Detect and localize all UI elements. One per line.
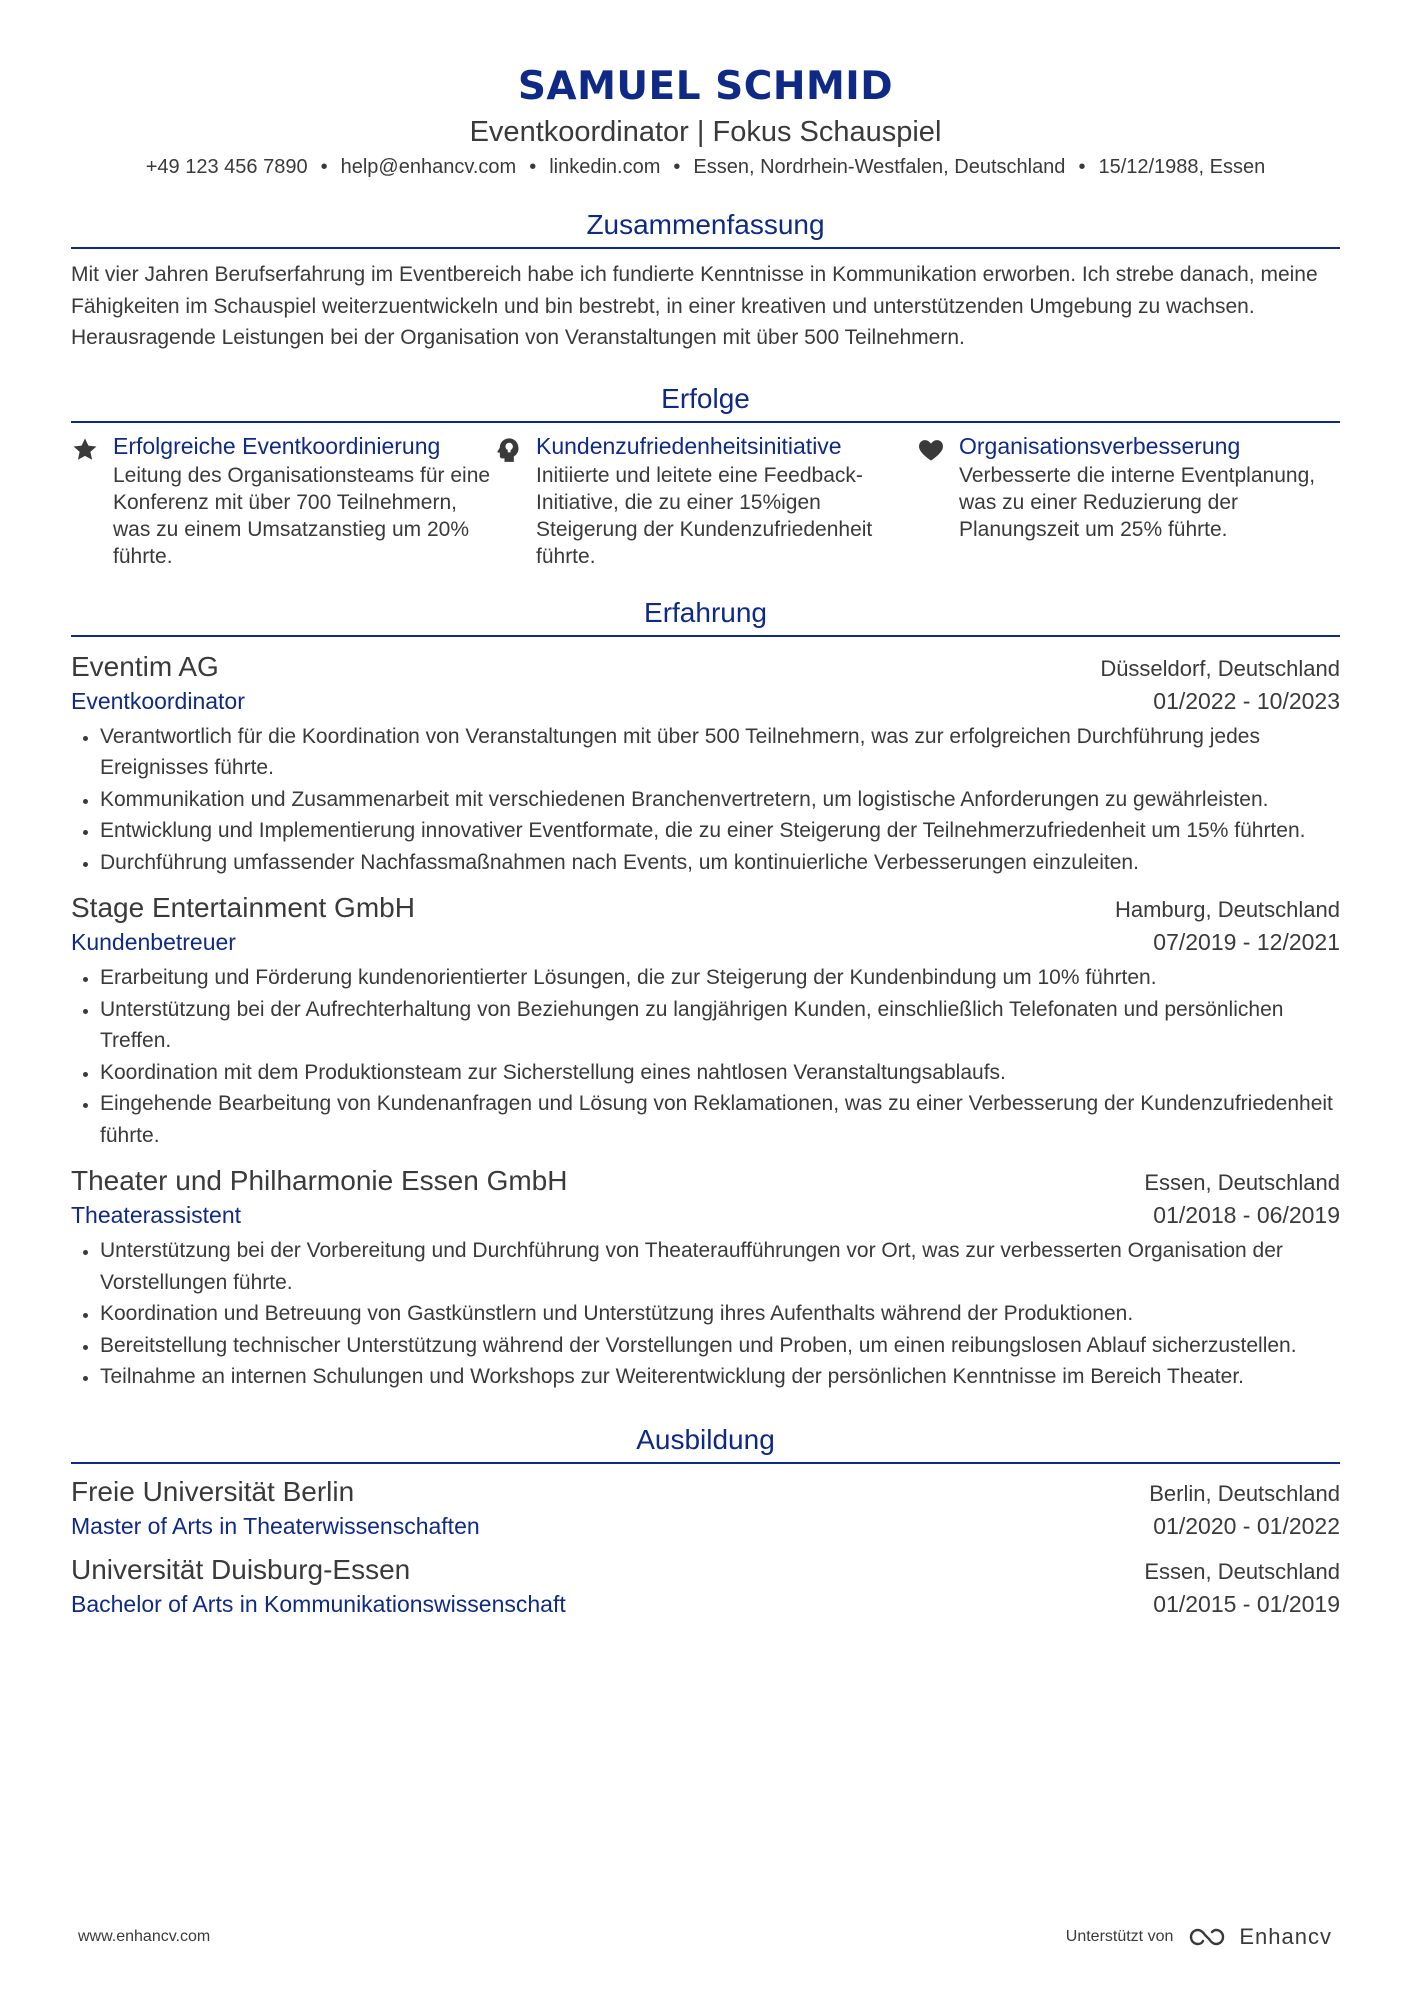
separator: • <box>673 156 681 178</box>
brand-name: Enhancv <box>1239 1924 1332 1949</box>
footer <box>78 1924 1332 1950</box>
birth-info: 15/12/1988, Essen <box>1098 156 1266 178</box>
linkedin: linkedin.com <box>549 156 661 178</box>
job-bullets <box>71 962 1340 1151</box>
section-title-education: Ausbildung <box>71 1423 1340 1464</box>
company-name: Theater und Philharmonie Essen GmbH <box>71 1165 568 1196</box>
school-name: Universität Duisburg-Essen <box>71 1553 411 1585</box>
achievement-title: Organisationsverbesserung <box>959 432 1241 459</box>
bullet-item: • Eingehende Bearbeitung von Kundenanfragen und Lösung von Reklamationen, was zu einer Verbesserung der Kundenzufriedenheit führte. <box>100 1088 1340 1151</box>
job-dates: 07/2019 - 12/2021 <box>1153 929 1340 955</box>
degree: Bachelor of Arts in Kommunikationswissenschaft <box>71 1590 566 1617</box>
achievement-desc: Leitung des Organisationsteams für eine Konferenz mit über 700 Teilnehmern, was zu einem Umsatzanstieg um 20% führte. <box>113 463 491 568</box>
separator: • <box>320 156 328 178</box>
bullet-item: • Verantwortlich für die Koordination von Veranstaltungen mit über 500 Teilnehmern, was zur erfolgreichen Durchführung jedes Ereignisses führte. <box>100 721 1340 784</box>
resume-page <box>71 62 1340 1620</box>
education-dates: 01/2020 - 01/2022 <box>1153 1512 1340 1539</box>
bullet-item: • Kommunikation und Zusammenarbeit mit verschiedenen Branchenvertretern, um logistische Anforderungen zu gewährleisten. <box>100 784 1340 816</box>
company-name: Stage Entertainment GmbH <box>71 892 415 923</box>
section-title-achievements: Erfolge <box>71 382 1340 423</box>
degree: Master of Arts in Theaterwissenschaften <box>71 1512 480 1539</box>
school-location: Berlin, Deutschland <box>1149 1480 1340 1506</box>
education-section <box>71 1423 1340 1620</box>
job-dates: 01/2022 - 10/2023 <box>1153 687 1340 714</box>
enhancv-logo-icon <box>1187 1925 1231 1949</box>
achievement-item <box>917 433 1340 570</box>
head-bulb-icon <box>494 433 536 570</box>
job-location: Essen, Deutschland <box>1144 1170 1340 1195</box>
job-role: Eventkoordinator <box>71 687 245 714</box>
email: help@enhancv.com <box>340 156 517 178</box>
bullet-item: • Unterstützung bei der Aufrechterhaltung von Beziehungen zu langjährigen Kunden, einschließlich Telefonaten und persönlichen Treffen. <box>100 994 1340 1057</box>
enhancv-logo[interactable] <box>1187 1924 1332 1950</box>
bullet-item: • Entwicklung und Implementierung innovativer Eventformate, die zu einer Steigerung der Teilnehmerzufriedenheit um 15% führten. <box>100 815 1340 847</box>
job-dates: 01/2018 - 06/2019 <box>1153 1202 1340 1228</box>
bullet-item: • Koordination mit dem Produktionsteam zur Sicherstellung eines nahtlosen Veranstaltungsablaufs. <box>100 1057 1340 1089</box>
bullet-item: • Unterstützung bei der Vorbereitung und Durchführung von Theateraufführungen vor Ort, was zur verbesserten Organisation der Vorstellungen führte. <box>100 1235 1340 1298</box>
job-location: Hamburg, Deutschland <box>1114 897 1340 922</box>
job-bullets <box>71 1235 1340 1393</box>
job-role: Theaterassistent <box>71 1202 242 1228</box>
job-entry <box>71 890 1340 1151</box>
bullet-item: • Erarbeitung und Förderung kundenorientierter Lösungen, die zur Steigerung der Kundenbindung um 10% führten. <box>100 962 1340 994</box>
star-icon <box>71 433 113 570</box>
education-entry <box>71 1474 1340 1542</box>
education-dates: 01/2015 - 01/2019 <box>1153 1590 1340 1617</box>
experience-section <box>71 596 1340 1393</box>
footer-website-link[interactable]: www.enhancv.com <box>78 1928 211 1945</box>
summary-section <box>71 208 1340 354</box>
bullet-item: • Koordination und Betreuung von Gastkünstlern und Unterstützung ihres Aufenthalts während der Produktionen. <box>100 1298 1340 1330</box>
section-title-summary: Zusammenfassung <box>71 208 1340 249</box>
job-entry <box>71 649 1340 879</box>
job-bullets <box>71 721 1340 879</box>
candidate-subtitle: Eventkoordinator | Fokus Schauspiel <box>469 116 942 148</box>
job-role: Kundenbetreuer <box>71 929 236 955</box>
achievement-item <box>71 433 494 570</box>
summary-text: Mit vier Jahren Berufserfahrung im Eventbereich habe ich fundierte Kenntnisse in Kommunikation erworben. Ich strebe danach, meine Fähigkeiten im Schauspiel weiterzuentwickeln und bin bestrebt, in einer kreativen und unterstützenden Umgebung zu wachsen. Herausragende Leistungen bei der Organisation von Veranstaltungen mit über 500 Teilnehmern. <box>71 263 1318 349</box>
bullet-item: • Teilnahme an internen Schulungen und Workshops zur Weiterentwicklung der persönlichen Kenntnisse im Bereich Theater. <box>100 1361 1340 1393</box>
bullet-item: • Durchführung umfassender Nachfassmaßnahmen nach Events, um kontinuierliche Verbesserungen einzuleiten. <box>100 847 1340 879</box>
achievement-item <box>494 433 917 570</box>
footer-brand <box>1066 1924 1332 1950</box>
achievement-title: Erfolgreiche Eventkoordinierung <box>113 432 441 459</box>
section-title-experience: Erfahrung <box>71 596 1340 637</box>
location: Essen, Nordrhein-Westfalen, Deutschland <box>693 156 1066 178</box>
school-name: Freie Universität Berlin <box>71 1475 355 1507</box>
education-entry <box>71 1552 1340 1620</box>
job-location: Düsseldorf, Deutschland <box>1100 655 1340 681</box>
company-name: Eventim AG <box>71 650 219 682</box>
achievement-title: Kundenzufriedenheitsinitiative <box>536 432 842 459</box>
achievement-desc: Verbesserte die interne Eventplanung, was zu einer Reduzierung der Planungszeit um 25% führte. <box>959 463 1316 541</box>
phone: +49 123 456 7890 <box>145 156 308 178</box>
school-location: Essen, Deutschland <box>1144 1558 1340 1584</box>
achievements-list <box>71 433 1340 570</box>
separator: • <box>529 156 537 178</box>
candidate-name: SAMUEL SCHMID <box>517 64 894 109</box>
separator: • <box>1078 156 1086 178</box>
heart-icon <box>917 433 959 570</box>
achievements-section <box>71 382 1340 570</box>
bullet-item: • Bereitstellung technischer Unterstützung während der Vorstellungen und Proben, um einen reibungslosen Ablauf sicherzustellen. <box>100 1330 1340 1362</box>
contact-line <box>71 154 1340 180</box>
achievement-desc: Initiierte und leitete eine Feedback-Initiative, die zu einer 15%igen Steigerung der Kundenzufriedenheit führte. <box>536 463 873 568</box>
job-entry <box>71 1163 1340 1393</box>
powered-by-label: Unterstützt von <box>1065 1928 1174 1945</box>
